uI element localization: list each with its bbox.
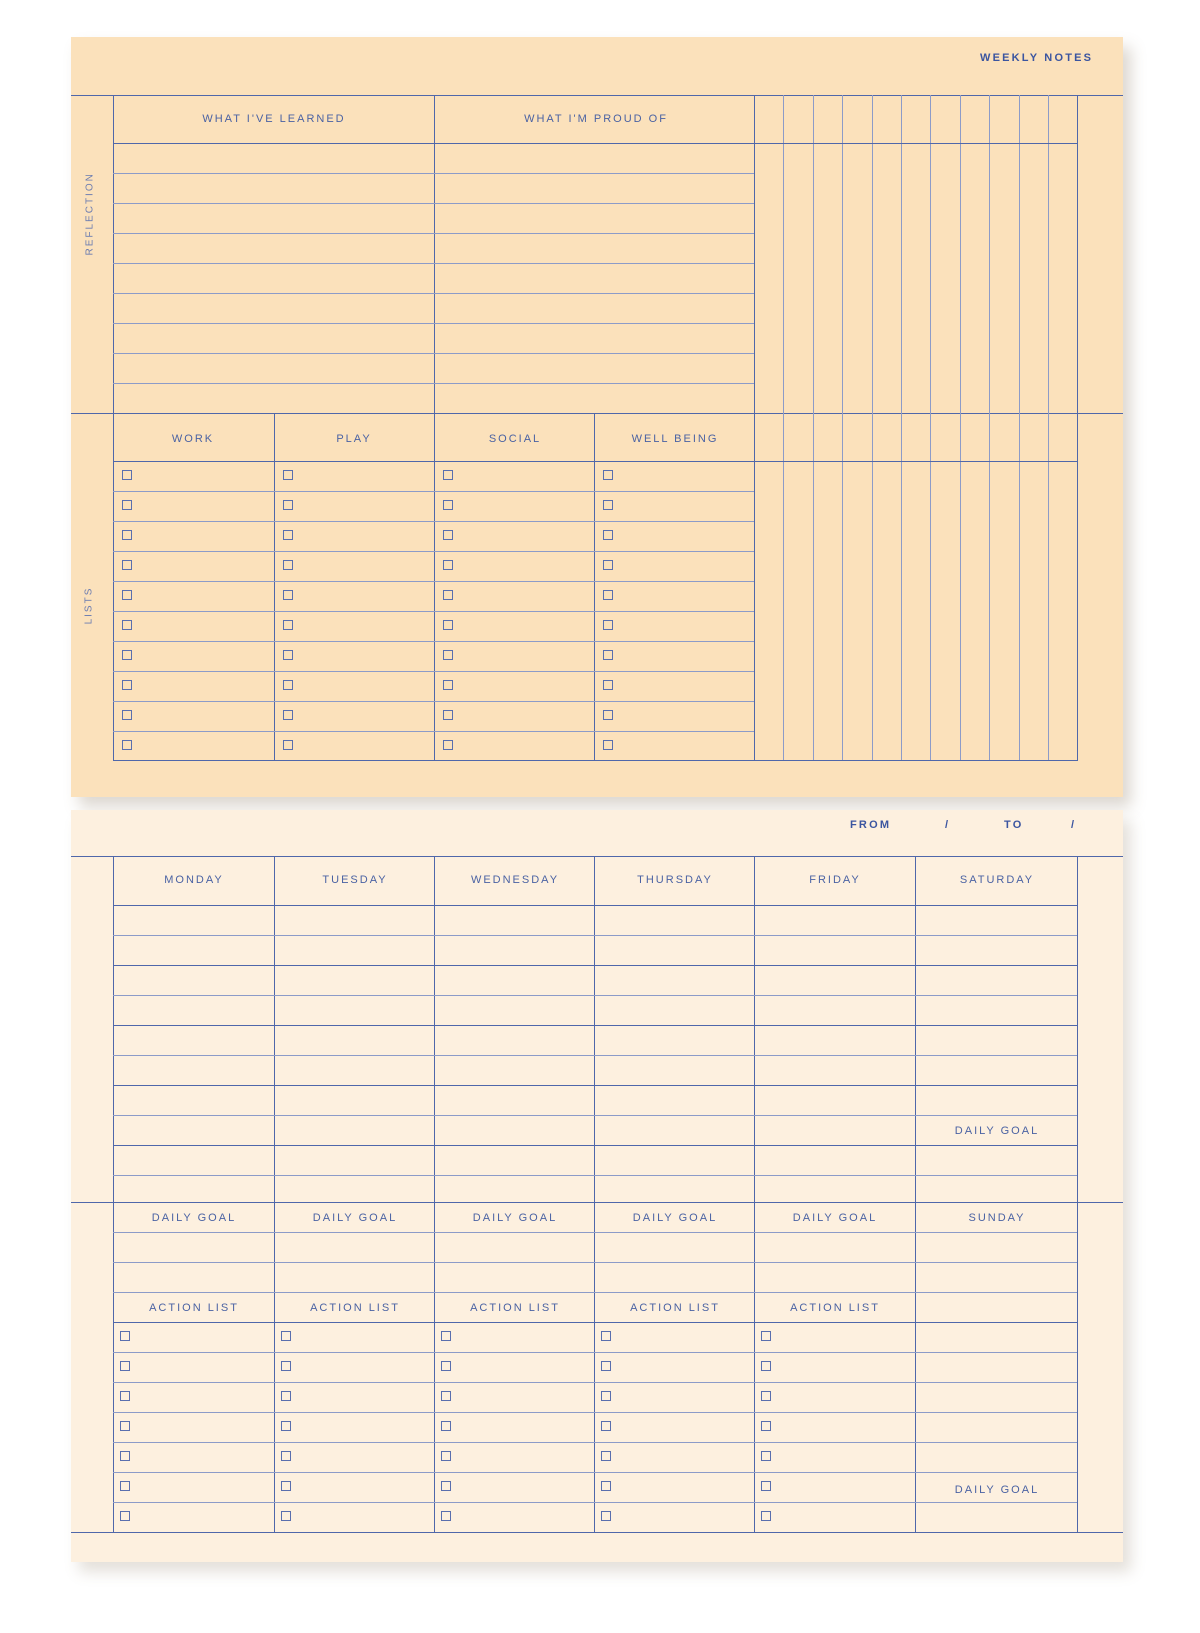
day-col-divider <box>274 856 275 1532</box>
grid-vertical-line <box>960 95 961 760</box>
checkbox[interactable] <box>283 650 293 660</box>
checkbox[interactable] <box>443 680 453 690</box>
checkbox[interactable] <box>601 1481 611 1491</box>
left-margin-line <box>113 95 114 760</box>
grid-vertical-line <box>783 95 784 760</box>
action-list-wednesday: ACTION LIST <box>470 1302 560 1314</box>
checkbox[interactable] <box>761 1421 771 1431</box>
list-row-line <box>113 491 754 492</box>
checkbox[interactable] <box>761 1331 771 1341</box>
planner-line <box>113 1262 1077 1263</box>
checkbox[interactable] <box>601 1361 611 1371</box>
day-sunday: SUNDAY <box>968 1212 1026 1224</box>
list-row-line <box>113 611 754 612</box>
reflection-line <box>113 173 754 174</box>
checkbox[interactable] <box>441 1451 451 1461</box>
grid-vertical-line <box>930 95 931 760</box>
list-header-work: WORK <box>171 433 215 445</box>
planner-line <box>113 1382 1077 1383</box>
checkbox[interactable] <box>122 530 132 540</box>
planner-line <box>113 1085 1077 1086</box>
checkbox[interactable] <box>443 710 453 720</box>
list-row-line <box>113 581 754 582</box>
reflection-label: REFLECTION <box>84 172 96 256</box>
grid-header-line <box>754 143 1077 144</box>
checkbox[interactable] <box>441 1421 451 1431</box>
checkbox[interactable] <box>122 620 132 630</box>
reflection-line <box>113 233 754 234</box>
checkbox[interactable] <box>603 710 613 720</box>
list-header-play: PLAY <box>336 433 372 445</box>
checkbox[interactable] <box>120 1511 130 1521</box>
list-col-divider <box>594 413 595 760</box>
checkbox[interactable] <box>120 1421 130 1431</box>
planner-bottom-line <box>71 1532 1123 1533</box>
checkbox[interactable] <box>283 710 293 720</box>
checkbox[interactable] <box>441 1481 451 1491</box>
checkbox[interactable] <box>761 1451 771 1461</box>
planner-line <box>113 935 1077 936</box>
planner-left-margin <box>113 856 114 1532</box>
action-list-thursday: ACTION LIST <box>630 1302 720 1314</box>
checkbox[interactable] <box>601 1331 611 1341</box>
planner-line <box>113 1412 1077 1413</box>
reflection-line <box>113 383 754 384</box>
list-row-line <box>113 671 754 672</box>
top-frame-line <box>71 95 1123 96</box>
daily-goal-tuesday: DAILY GOAL <box>312 1212 398 1224</box>
checkbox[interactable] <box>283 590 293 600</box>
checkbox[interactable] <box>122 500 132 510</box>
checkbox[interactable] <box>443 650 453 660</box>
checkbox[interactable] <box>122 680 132 690</box>
checkbox[interactable] <box>281 1451 291 1461</box>
checkbox[interactable] <box>120 1331 130 1341</box>
planner-line <box>113 1322 1077 1323</box>
checkbox[interactable] <box>122 590 132 600</box>
weekly-notes-sheet <box>71 37 1123 797</box>
to-date-slash[interactable]: / <box>1071 819 1077 831</box>
checkbox[interactable] <box>441 1391 451 1401</box>
day-col-divider <box>915 856 916 1532</box>
day-col-divider <box>434 856 435 1532</box>
reflection-line <box>113 263 754 264</box>
grid-vertical-line <box>989 95 990 760</box>
checkbox[interactable] <box>761 1481 771 1491</box>
right-margin-line <box>1077 95 1078 760</box>
day-tuesday: TUESDAY <box>322 874 388 886</box>
checkbox[interactable] <box>281 1391 291 1401</box>
daily-goal-friday: DAILY GOAL <box>792 1212 878 1224</box>
checkbox[interactable] <box>443 500 453 510</box>
checkbox[interactable] <box>122 650 132 660</box>
daily-goal-saturday: DAILY GOAL <box>954 1125 1040 1137</box>
checkbox[interactable] <box>443 470 453 480</box>
checkbox[interactable] <box>603 470 613 480</box>
day-wednesday: WEDNESDAY <box>470 874 560 886</box>
day-friday: FRIDAY <box>809 874 861 886</box>
grid-vertical-line <box>872 95 873 760</box>
action-list-tuesday: ACTION LIST <box>310 1302 400 1314</box>
list-col-divider <box>434 413 435 760</box>
checkbox[interactable] <box>601 1391 611 1401</box>
planner-line <box>113 1025 1077 1026</box>
checkbox[interactable] <box>443 740 453 750</box>
daily-goal-wednesday: DAILY GOAL <box>472 1212 558 1224</box>
list-header-well-being: WELL BEING <box>631 433 719 445</box>
from-label: FROM <box>850 819 892 831</box>
weekly-notes-title: WEEKLY NOTES <box>980 52 1094 64</box>
reflection-line <box>113 293 754 294</box>
action-list-monday: ACTION LIST <box>149 1302 239 1314</box>
checkbox[interactable] <box>283 620 293 630</box>
grid-vertical-line <box>1019 95 1020 760</box>
checkbox[interactable] <box>441 1331 451 1341</box>
checkbox[interactable] <box>603 500 613 510</box>
checkbox[interactable] <box>122 470 132 480</box>
checkbox[interactable] <box>122 740 132 750</box>
planner-section-divider <box>71 1202 1123 1203</box>
planner-line <box>113 1145 1077 1146</box>
checkbox[interactable] <box>283 470 293 480</box>
list-col-divider <box>274 413 275 760</box>
reflection-line <box>113 203 754 204</box>
grid-vertical-line <box>813 95 814 760</box>
checkbox[interactable] <box>761 1361 771 1371</box>
planner-frame-line <box>71 856 1123 857</box>
checkbox[interactable] <box>601 1451 611 1461</box>
grid-header-line <box>754 461 1077 462</box>
checkbox[interactable] <box>120 1481 130 1491</box>
planner-line <box>113 1442 1077 1443</box>
reflection-line <box>113 353 754 354</box>
checkbox[interactable] <box>603 650 613 660</box>
list-row-line <box>113 551 754 552</box>
daily-goal-monday: DAILY GOAL <box>151 1212 237 1224</box>
daily-goal-thursday: DAILY GOAL <box>632 1212 718 1224</box>
reflection-line <box>113 143 754 144</box>
list-row-line <box>113 701 754 702</box>
planner-line <box>113 995 1077 996</box>
checkbox[interactable] <box>601 1421 611 1431</box>
list-row-line <box>113 641 754 642</box>
checkbox[interactable] <box>120 1361 130 1371</box>
checkbox[interactable] <box>443 530 453 540</box>
planner-line <box>113 1502 1077 1503</box>
reflection-line <box>113 323 754 324</box>
planner-line <box>113 1055 1077 1056</box>
day-col-divider <box>594 856 595 1532</box>
from-date-slash[interactable]: / <box>945 819 951 831</box>
checkbox[interactable] <box>601 1511 611 1521</box>
checkbox[interactable] <box>283 740 293 750</box>
list-row-line <box>113 521 754 522</box>
checkbox[interactable] <box>283 560 293 570</box>
planner-line <box>113 1352 1077 1353</box>
checkbox[interactable] <box>603 560 613 570</box>
daily-goal-sunday: DAILY GOAL <box>954 1484 1040 1496</box>
checkbox[interactable] <box>281 1331 291 1341</box>
checkbox[interactable] <box>761 1511 771 1521</box>
day-saturday: SATURDAY <box>959 874 1035 886</box>
planner-line <box>113 1472 1077 1473</box>
checkbox[interactable] <box>122 560 132 570</box>
checkbox[interactable] <box>281 1511 291 1521</box>
planner-line <box>113 1115 1077 1116</box>
action-list-friday: ACTION LIST <box>790 1302 880 1314</box>
grid-vertical-line <box>842 95 843 760</box>
checkbox[interactable] <box>122 710 132 720</box>
top-bottom-line <box>113 760 1078 761</box>
checkbox[interactable] <box>283 500 293 510</box>
checkbox[interactable] <box>443 590 453 600</box>
checkbox[interactable] <box>603 620 613 630</box>
list-header-social: SOCIAL <box>488 433 542 445</box>
lists-header-line <box>113 461 754 462</box>
to-label: TO <box>1004 819 1024 831</box>
grid-column-divider <box>754 95 755 760</box>
checkbox[interactable] <box>603 530 613 540</box>
checkbox[interactable] <box>120 1391 130 1401</box>
list-row-line <box>113 731 754 732</box>
checkbox[interactable] <box>283 530 293 540</box>
learned-header: WHAT I'VE LEARNED <box>202 113 346 125</box>
checkbox[interactable] <box>281 1421 291 1431</box>
planner-right-margin <box>1077 856 1078 1532</box>
planner-line <box>113 1175 1077 1176</box>
day-thursday: THURSDAY <box>637 874 713 886</box>
planner-line <box>113 965 1077 966</box>
planner-line <box>113 1232 1077 1233</box>
checkbox[interactable] <box>281 1481 291 1491</box>
checkbox[interactable] <box>281 1361 291 1371</box>
checkbox[interactable] <box>603 680 613 690</box>
checkbox[interactable] <box>120 1451 130 1461</box>
weekly-planner-sheet <box>71 810 1123 1562</box>
checkbox[interactable] <box>603 740 613 750</box>
grid-vertical-line <box>1048 95 1049 760</box>
lists-label: LISTS <box>83 586 95 625</box>
checkbox[interactable] <box>443 620 453 630</box>
planner-header-line <box>113 905 1077 906</box>
day-col-divider <box>754 856 755 1532</box>
section-divider-line <box>71 413 1123 414</box>
grid-vertical-line <box>901 95 902 760</box>
checkbox[interactable] <box>761 1391 771 1401</box>
checkbox[interactable] <box>283 680 293 690</box>
proud-header: WHAT I'M PROUD OF <box>524 113 668 125</box>
checkbox[interactable] <box>441 1511 451 1521</box>
checkbox[interactable] <box>441 1361 451 1371</box>
day-monday: MONDAY <box>164 874 224 886</box>
checkbox[interactable] <box>443 560 453 570</box>
planner-line <box>113 1292 1077 1293</box>
checkbox[interactable] <box>603 590 613 600</box>
